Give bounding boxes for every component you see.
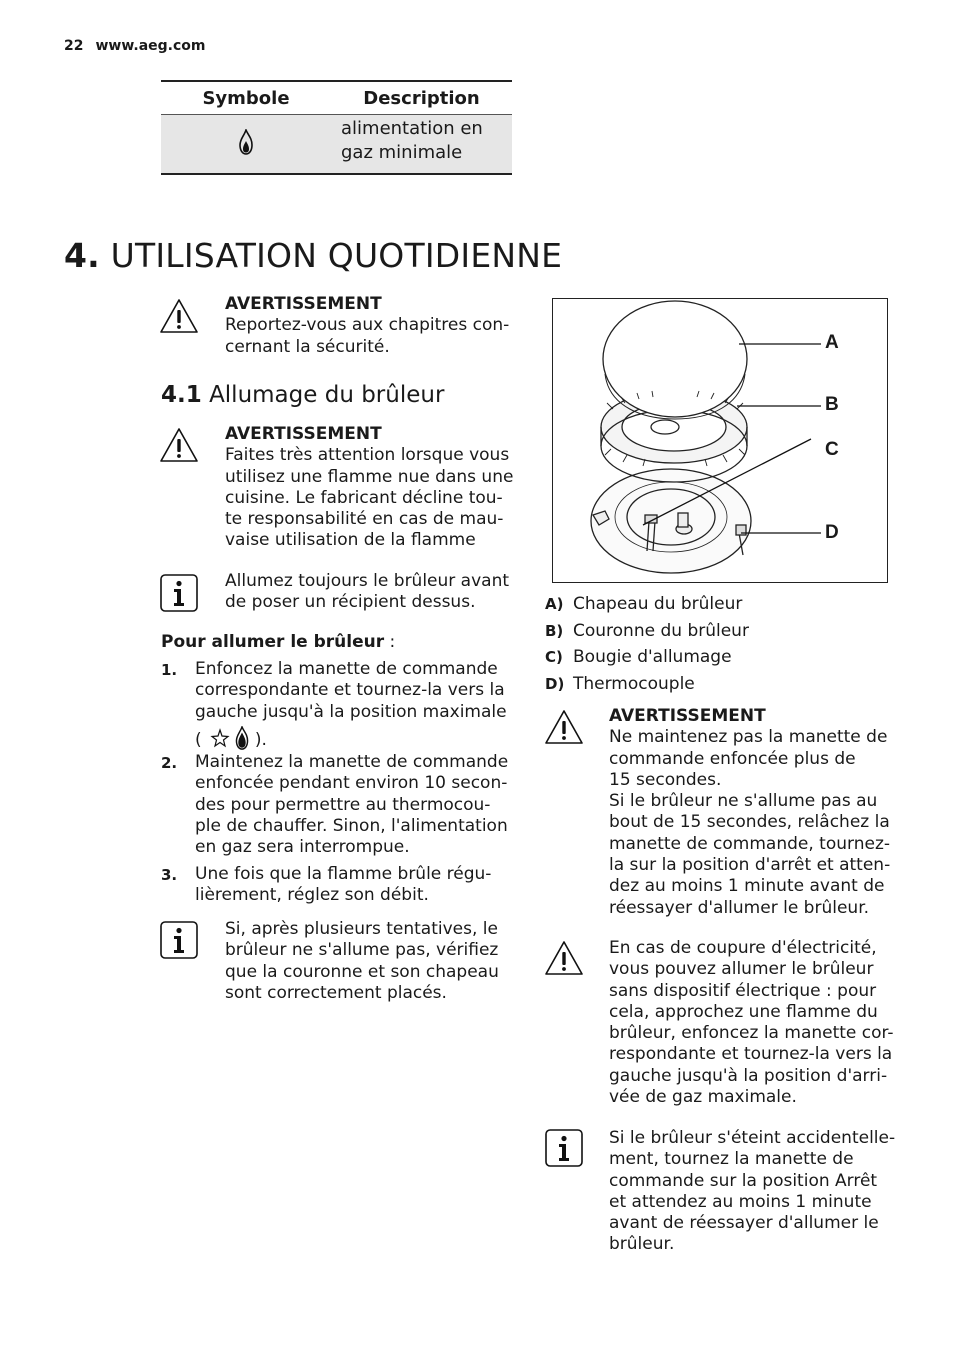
warning-title: AVERTISSEMENT: [225, 424, 382, 444]
step-number: 1.: [161, 661, 178, 679]
warning-title: AVERTISSEMENT: [225, 294, 382, 314]
legend-item: [545, 591, 875, 618]
text-line: de poser un récipient dessus.: [225, 592, 476, 613]
text-line: ple de chauffer. Sinon, l'alimentation: [195, 815, 508, 836]
description-line: gaz minimale: [341, 142, 463, 163]
legend-item: [545, 618, 875, 645]
text-line: brûleur, enfoncez la manette cor-: [609, 1023, 894, 1044]
text-line: respondante et tournez-la vers la: [609, 1044, 893, 1065]
text-line: Si le brûleur ne s'allume pas au: [609, 791, 878, 812]
text-line: avant de réessayer d'allumer le: [609, 1213, 879, 1234]
figure-label-c: C: [825, 439, 839, 460]
text-line: Ne maintenez pas la manette de: [609, 727, 888, 748]
step-item: [161, 752, 521, 858]
info-icon: [159, 573, 199, 613]
text-line: En cas de coupure d'électricité,: [609, 938, 877, 958]
legend-key: D): [545, 674, 565, 693]
text-line: commande enfoncée plus de: [609, 748, 856, 769]
figure-legend: [545, 591, 875, 697]
text-line: Si, après plusieurs tentatives, le: [225, 919, 498, 939]
text-line: en gaz sera interrompue.: [195, 837, 410, 858]
legend-key: B): [545, 621, 564, 640]
warning-icon: [159, 426, 199, 466]
text-line: utilisez une flamme nue dans une: [225, 466, 514, 487]
text-line: cela, approchez une flamme du: [609, 1001, 878, 1022]
info-retry: [225, 919, 520, 1004]
text-line: Enfoncez la manette de commande: [195, 659, 498, 679]
symbol-table: [161, 80, 512, 175]
step-item: [161, 659, 521, 751]
info-before-pan: [225, 571, 520, 614]
step-symbols: [195, 726, 521, 751]
info-flame-out: [609, 1128, 909, 1256]
step-item: [161, 864, 521, 907]
legend-text: Thermocouple: [573, 673, 695, 694]
section-number: 4.: [64, 236, 100, 275]
info-icon: [544, 1128, 584, 1168]
legend-text: Chapeau du brûleur: [573, 594, 743, 614]
table-header-description: Description: [331, 81, 512, 115]
text-line: la sur la position d'arrêt et atten-: [609, 855, 891, 876]
flame-min-icon: [239, 129, 253, 155]
text-line: brûleur.: [609, 1234, 675, 1255]
table-row: [161, 115, 512, 175]
subsection-title: [161, 382, 444, 408]
page-number: 22: [64, 38, 84, 54]
text-line: manette de commande, tournez-: [609, 833, 890, 854]
text-line: gauche jusqu'à la position maximale: [195, 701, 507, 722]
text-line: enfoncée pendant environ 10 secon-: [195, 773, 508, 794]
text-line: cernant la sécurité.: [225, 336, 390, 357]
description-line: alimentation en: [341, 118, 483, 139]
text-line: que la couronne et son chapeau: [225, 961, 499, 982]
text-line: des pour permettre au thermocou-: [195, 794, 491, 815]
text-line: Faites très attention lorsque vous: [225, 445, 510, 466]
procedure-title-suffix: :: [384, 632, 396, 652]
warning-icon: [544, 939, 584, 979]
warning-title: AVERTISSEMENT: [609, 706, 766, 726]
section-title: [64, 236, 562, 275]
procedure-title: [161, 632, 395, 653]
text-line: bout de 15 secondes, relâchez la: [609, 812, 890, 833]
text-line: vous pouvez allumer le brûleur: [609, 959, 874, 980]
warning-power-cut: [609, 938, 909, 1108]
text-line: cuisine. Le fabricant décline tou-: [225, 487, 503, 508]
figure-label-d: D: [825, 522, 839, 543]
legend-item: [545, 644, 875, 671]
text-line: sont correctement placés.: [225, 982, 447, 1003]
text-line: vaise utilisation de la flamme: [225, 530, 476, 551]
table-header-symbol: Symbole: [161, 81, 331, 115]
subsection-number: 4.1: [161, 382, 202, 408]
text-line: Une fois que la flamme brûle régu-: [195, 864, 492, 884]
figure-label-b: B: [825, 394, 839, 415]
text-line: vée de gaz maximale.: [609, 1087, 797, 1108]
step-number: 2.: [161, 754, 178, 772]
warning-hold-time: [609, 706, 909, 919]
warning-safety: [225, 294, 515, 358]
flame-spark-icon: [210, 728, 230, 748]
text-line: lièrement, réglez son débit.: [195, 885, 429, 906]
legend-key: A): [545, 595, 564, 613]
text-line: ment, tournez la manette de: [609, 1149, 854, 1170]
text-line: correspondante et tournez-la vers la: [195, 680, 505, 701]
warning-icon: [544, 708, 584, 748]
text-line: et attendez au moins 1 minute: [609, 1191, 872, 1212]
text-line: Reportez-vous aux chapitres con-: [225, 315, 510, 336]
description-cell: [331, 115, 512, 175]
legend-key: C): [545, 648, 563, 666]
flame-max-icon: [235, 726, 249, 750]
warning-icon: [159, 297, 199, 337]
paren-close: ).: [254, 729, 267, 750]
text-line: brûleur ne s'allume pas, vérifiez: [225, 940, 499, 961]
text-line: dez au moins 1 minute avant de: [609, 876, 885, 897]
text-line: sans dispositif électrique : pour: [609, 980, 877, 1001]
subsection-title-text: Allumage du brûleur: [209, 382, 445, 408]
section-title-text: UTILISATION QUOTIDIENNE: [110, 236, 563, 275]
text-line: 15 secondes.: [609, 769, 722, 790]
text-line: réessayer d'allumer le brûleur.: [609, 897, 870, 918]
step-number: 3.: [161, 866, 178, 884]
text-line: gauche jusqu'à la position d'arri-: [609, 1065, 888, 1086]
text-line: Si le brûleur s'éteint accidentelle-: [609, 1128, 896, 1148]
text-line: Allumez toujours le brûleur avant: [225, 571, 510, 591]
legend-text: Couronne du brûleur: [573, 620, 749, 641]
burner-figure: [552, 298, 888, 583]
paren-open: (: [195, 729, 202, 750]
text-line: te responsabilité en cas de mau-: [225, 509, 504, 530]
text-line: commande sur la position Arrêt: [609, 1170, 878, 1191]
figure-label-a: A: [825, 332, 839, 353]
header-url: www.aeg.com: [95, 38, 206, 54]
legend-item: [545, 671, 875, 698]
info-icon: [159, 920, 199, 960]
text-line: Maintenez la manette de commande: [195, 752, 509, 772]
page-header: [64, 38, 206, 54]
legend-text: Bougie d'allumage: [573, 647, 732, 667]
procedure-title-text: Pour allumer le brûleur: [161, 632, 385, 652]
warning-open-flame: [225, 424, 520, 552]
symbol-cell: [161, 115, 331, 175]
